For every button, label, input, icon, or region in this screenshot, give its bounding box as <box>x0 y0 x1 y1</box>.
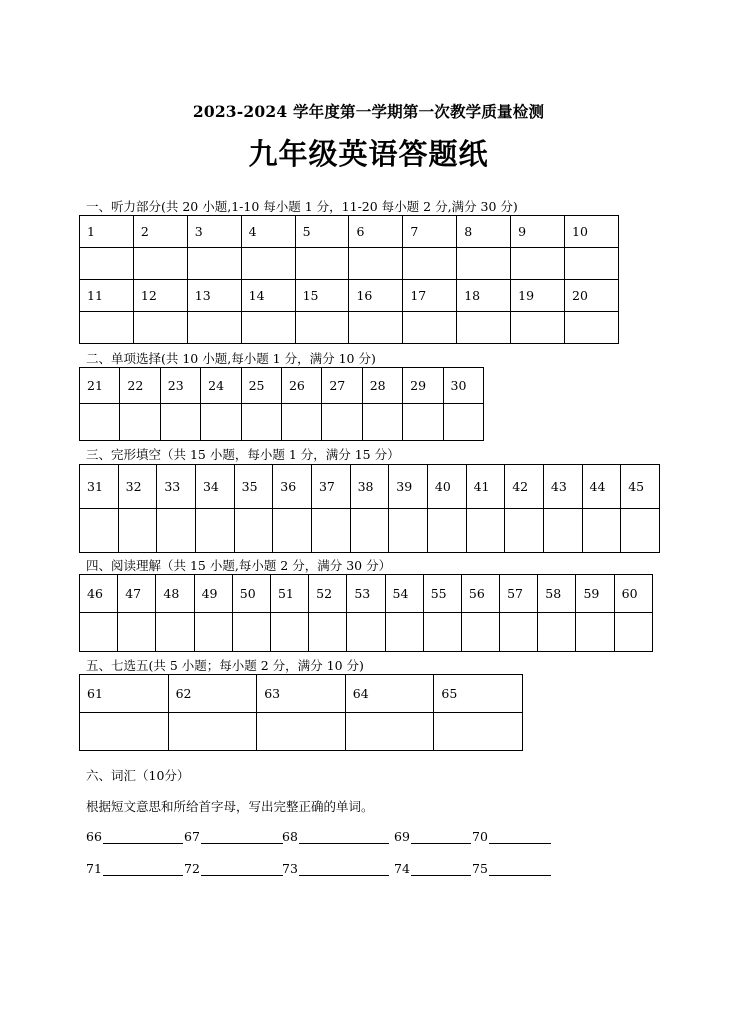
vocabulary-instruction: 根据短文意思和所给首字母，写出完整正确的单词。 <box>86 799 374 814</box>
answer-cell[interactable] <box>201 404 241 441</box>
question-number-cell: 14 <box>241 280 295 312</box>
vocabulary-item <box>394 829 471 844</box>
question-number-cell: 20 <box>565 280 619 312</box>
answer-cell[interactable] <box>309 613 347 652</box>
answer-cell[interactable] <box>80 713 169 751</box>
question-number-cell: 28 <box>362 368 402 404</box>
question-number-cell: 61 <box>80 675 169 713</box>
answer-cell[interactable] <box>565 248 619 280</box>
answer-cell[interactable] <box>621 509 660 553</box>
answer-cell[interactable] <box>389 509 428 553</box>
question-number-cell: 30 <box>443 368 483 404</box>
answer-cell[interactable] <box>194 613 232 652</box>
vocabulary-number: 71 <box>86 861 102 876</box>
question-number-cell: 17 <box>403 280 457 312</box>
question-number-cell: 51 <box>270 575 308 613</box>
answer-cell[interactable] <box>257 713 346 751</box>
section-heading-reading: 四、阅读理解（共 15 小题,每小题 2 分，满分 30 分） <box>86 558 392 573</box>
question-number-cell: 18 <box>457 280 511 312</box>
question-number-cell: 54 <box>385 575 423 613</box>
question-number-cell: 65 <box>434 675 523 713</box>
vocabulary-number: 73 <box>282 861 298 876</box>
answer-cell[interactable] <box>281 404 321 441</box>
question-number-cell: 11 <box>80 280 134 312</box>
answer-cell[interactable] <box>156 613 194 652</box>
answer-cell[interactable] <box>349 248 403 280</box>
question-number-cell: 44 <box>582 465 621 509</box>
vocabulary-number: 72 <box>184 861 200 876</box>
vocabulary-item <box>472 861 551 876</box>
vocabulary-item <box>184 861 283 876</box>
question-number-cell: 34 <box>195 465 234 509</box>
answer-cell[interactable] <box>157 509 196 553</box>
answer-cell[interactable] <box>538 613 576 652</box>
answer-cell[interactable] <box>80 404 120 441</box>
question-number-cell: 52 <box>309 575 347 613</box>
answer-cell[interactable] <box>582 509 621 553</box>
vocabulary-item <box>86 829 183 844</box>
answer-blank[interactable] <box>201 830 283 844</box>
answer-cell[interactable] <box>347 613 385 652</box>
question-number-cell: 22 <box>120 368 160 404</box>
vocabulary-item <box>184 829 283 844</box>
section-heading-listening: 一、听力部分(共 20 小题,1-10 每小题 1 分，11-20 每小题 2 分,满分 30 分) <box>86 199 518 214</box>
answer-cell[interactable] <box>350 509 389 553</box>
answer-cell[interactable] <box>362 404 402 441</box>
question-number-cell: 7 <box>403 216 457 248</box>
question-number-cell: 4 <box>241 216 295 248</box>
answer-cell[interactable] <box>345 713 434 751</box>
question-number-cell: 2 <box>133 216 187 248</box>
answer-blank[interactable] <box>411 862 471 876</box>
answer-grid-single-choice <box>79 367 484 441</box>
answer-cell[interactable] <box>133 248 187 280</box>
question-number-cell: 60 <box>614 575 652 613</box>
answer-cell[interactable] <box>505 509 544 553</box>
answer-blank[interactable] <box>489 862 551 876</box>
vocabulary-item <box>282 861 389 876</box>
answer-cell[interactable] <box>500 613 538 652</box>
answer-cell[interactable] <box>565 312 619 344</box>
answer-cell[interactable] <box>241 312 295 344</box>
answer-cell[interactable] <box>241 404 281 441</box>
answer-cell[interactable] <box>118 613 156 652</box>
answer-cell[interactable] <box>295 312 349 344</box>
question-number-cell: 35 <box>234 465 273 509</box>
answer-cell[interactable] <box>187 248 241 280</box>
answer-cell[interactable] <box>457 248 511 280</box>
vocabulary-number: 66 <box>86 829 102 844</box>
answer-cell[interactable] <box>466 509 505 553</box>
answer-cell[interactable] <box>133 312 187 344</box>
answer-cell[interactable] <box>403 312 457 344</box>
answer-cell[interactable] <box>423 613 461 652</box>
vocabulary-item <box>282 829 389 844</box>
answer-blank[interactable] <box>489 830 551 844</box>
question-number-cell: 24 <box>201 368 241 404</box>
question-number-cell: 26 <box>281 368 321 404</box>
question-number-cell: 39 <box>389 465 428 509</box>
question-number-cell: 64 <box>345 675 434 713</box>
vocabulary-number: 69 <box>394 829 410 844</box>
answer-cell[interactable] <box>403 248 457 280</box>
section-heading-single-choice: 二、单项选择(共 10 小题,每小题 1 分，满分 10 分) <box>86 351 376 366</box>
question-number-cell: 57 <box>500 575 538 613</box>
question-number-cell: 49 <box>194 575 232 613</box>
question-number-cell: 47 <box>118 575 156 613</box>
question-number-cell: 10 <box>565 216 619 248</box>
answer-cell[interactable] <box>195 509 234 553</box>
question-number-cell: 62 <box>168 675 257 713</box>
answer-cell[interactable] <box>80 312 134 344</box>
answer-cell[interactable] <box>543 509 582 553</box>
answer-cell[interactable] <box>168 713 257 751</box>
question-number-cell: 41 <box>466 465 505 509</box>
question-number-cell: 9 <box>511 216 565 248</box>
page-title: 九年级英语答题纸 <box>248 137 489 171</box>
question-number-cell: 56 <box>461 575 499 613</box>
exam-subtitle: 2023-2024 学年度第一学期第一次教学质量检测 <box>192 102 545 121</box>
question-number-cell: 53 <box>347 575 385 613</box>
answer-grid-cloze <box>79 464 660 553</box>
answer-cell[interactable] <box>270 613 308 652</box>
answer-cell[interactable] <box>80 248 134 280</box>
question-number-cell: 40 <box>427 465 466 509</box>
question-number-cell: 31 <box>80 465 119 509</box>
question-number-cell: 32 <box>118 465 157 509</box>
answer-blank[interactable] <box>299 862 389 876</box>
answer-cell[interactable] <box>427 509 466 553</box>
answer-cell[interactable] <box>118 509 157 553</box>
question-number-cell: 6 <box>349 216 403 248</box>
answer-cell[interactable] <box>234 509 273 553</box>
answer-cell[interactable] <box>241 248 295 280</box>
question-number-cell: 50 <box>232 575 270 613</box>
question-number-cell: 3 <box>187 216 241 248</box>
question-number-cell: 42 <box>505 465 544 509</box>
answer-cell[interactable] <box>434 713 523 751</box>
question-number-cell: 27 <box>322 368 362 404</box>
vocabulary-item <box>86 861 183 876</box>
answer-cell[interactable] <box>385 613 423 652</box>
answer-grid-seven-choose-five <box>79 674 523 751</box>
question-number-cell: 15 <box>295 280 349 312</box>
answer-cell[interactable] <box>511 248 565 280</box>
vocabulary-number: 68 <box>282 829 298 844</box>
answer-cell[interactable] <box>614 613 652 652</box>
question-number-cell: 48 <box>156 575 194 613</box>
answer-blank[interactable] <box>299 830 389 844</box>
vocabulary-number: 74 <box>394 861 410 876</box>
vocabulary-number: 70 <box>472 829 488 844</box>
question-number-cell: 25 <box>241 368 281 404</box>
answer-cell[interactable] <box>576 613 614 652</box>
answer-cell[interactable] <box>322 404 362 441</box>
answer-cell[interactable] <box>461 613 499 652</box>
answer-blank[interactable] <box>411 830 471 844</box>
question-number-cell: 36 <box>273 465 312 509</box>
section-heading-vocabulary: 六、词汇（10分） <box>86 768 190 783</box>
question-number-cell: 58 <box>538 575 576 613</box>
answer-grid-listening <box>79 215 619 344</box>
answer-cell[interactable] <box>349 312 403 344</box>
question-number-cell: 37 <box>311 465 350 509</box>
question-number-cell: 38 <box>350 465 389 509</box>
answer-cell[interactable] <box>457 312 511 344</box>
answer-cell[interactable] <box>403 404 443 441</box>
vocabulary-number: 67 <box>184 829 200 844</box>
question-number-cell: 55 <box>423 575 461 613</box>
question-number-cell: 29 <box>403 368 443 404</box>
question-number-cell: 43 <box>543 465 582 509</box>
question-number-cell: 21 <box>80 368 120 404</box>
answer-cell[interactable] <box>295 248 349 280</box>
question-number-cell: 8 <box>457 216 511 248</box>
answer-cell[interactable] <box>187 312 241 344</box>
question-number-cell: 63 <box>257 675 346 713</box>
answer-blank[interactable] <box>103 830 183 844</box>
answer-cell[interactable] <box>273 509 312 553</box>
vocabulary-item <box>472 829 551 844</box>
answer-cell[interactable] <box>120 404 160 441</box>
question-number-cell: 59 <box>576 575 614 613</box>
question-number-cell: 19 <box>511 280 565 312</box>
answer-cell[interactable] <box>511 312 565 344</box>
question-number-cell: 23 <box>160 368 200 404</box>
question-number-cell: 33 <box>157 465 196 509</box>
question-number-cell: 45 <box>621 465 660 509</box>
question-number-cell: 12 <box>133 280 187 312</box>
question-number-cell: 1 <box>80 216 134 248</box>
question-number-cell: 46 <box>80 575 118 613</box>
answer-grid-reading <box>79 574 653 652</box>
section-heading-seven-choose-five: 五、七选五(共 5 小题；每小题 2 分，满分 10 分) <box>86 658 364 673</box>
section-heading-cloze: 三、完形填空（共 15 小题，每小题 1 分，满分 15 分） <box>86 447 400 462</box>
answer-cell[interactable] <box>232 613 270 652</box>
answer-cell[interactable] <box>443 404 483 441</box>
answer-cell[interactable] <box>311 509 350 553</box>
question-number-cell: 16 <box>349 280 403 312</box>
answer-blank[interactable] <box>103 862 183 876</box>
answer-blank[interactable] <box>201 862 283 876</box>
answer-cell[interactable] <box>80 613 118 652</box>
question-number-cell: 13 <box>187 280 241 312</box>
vocabulary-number: 75 <box>472 861 488 876</box>
question-number-cell: 5 <box>295 216 349 248</box>
answer-cell[interactable] <box>160 404 200 441</box>
answer-cell[interactable] <box>80 509 119 553</box>
vocabulary-item <box>394 861 471 876</box>
